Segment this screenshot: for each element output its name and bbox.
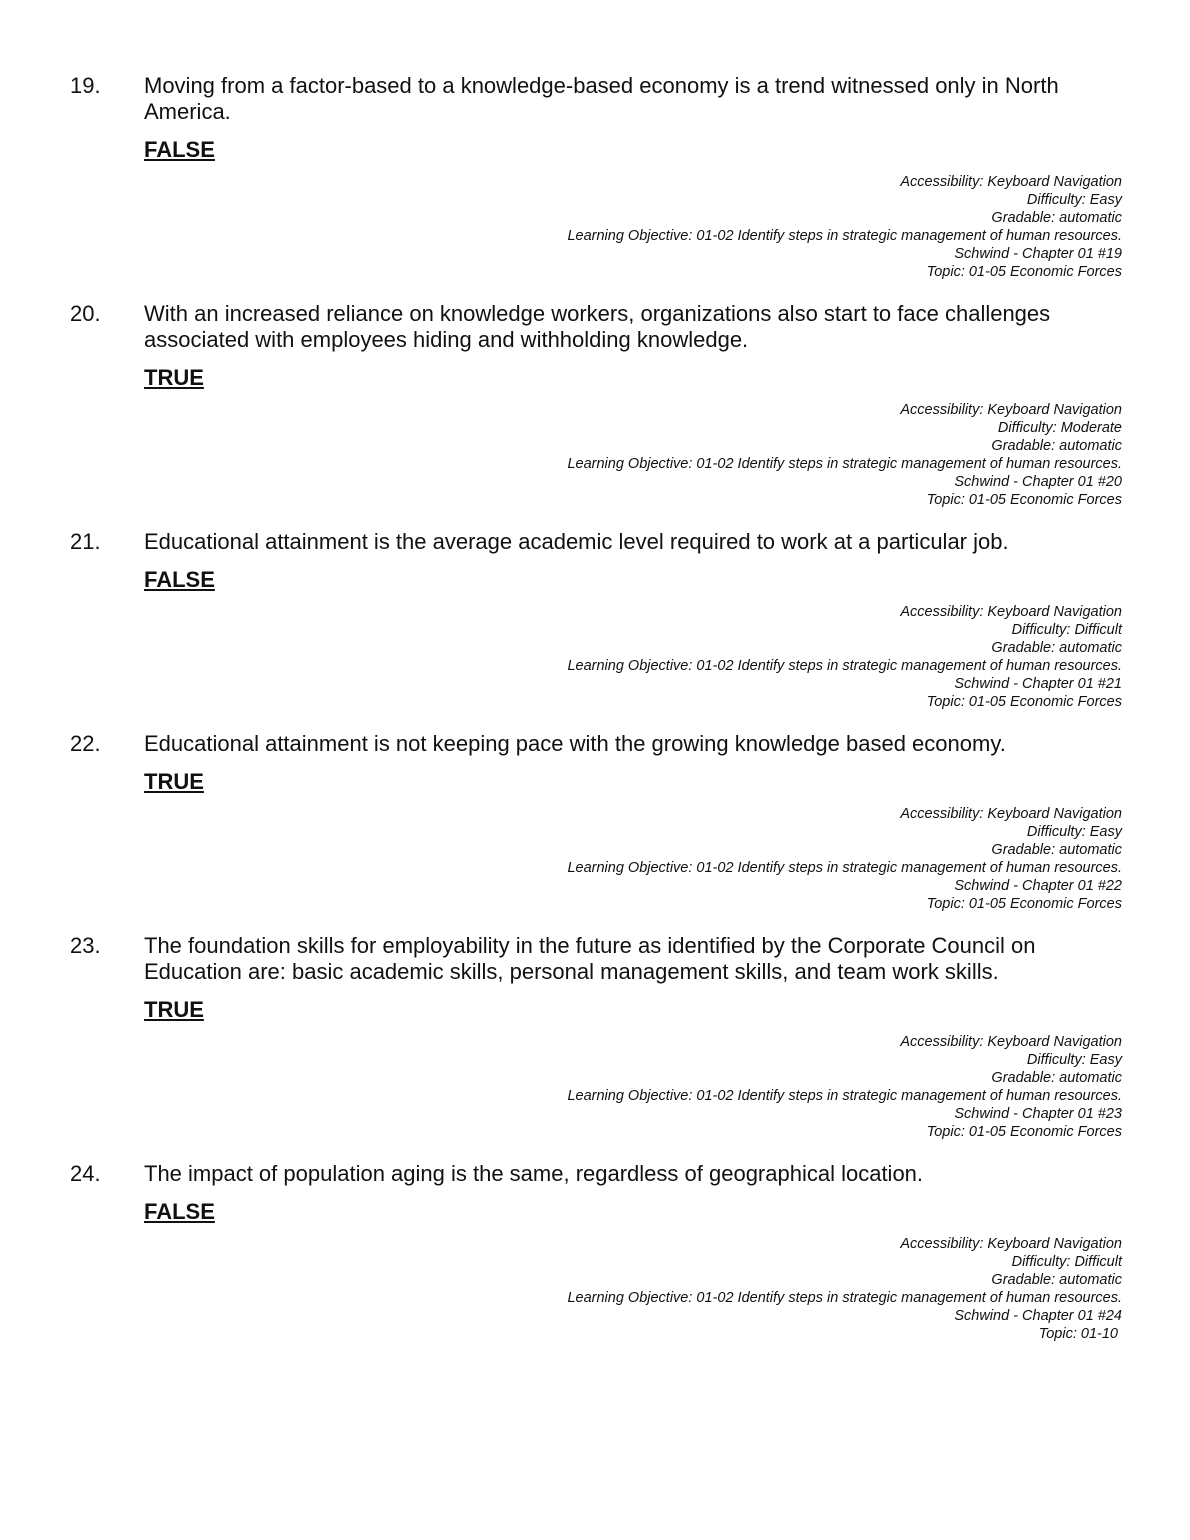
answer: TRUE [144,997,204,1022]
difficulty-tag: Difficulty: Moderate [997,420,1122,436]
accessibility-tag: Accessibility: Keyboard Navigation [900,1034,1122,1050]
accessibility-tag: Accessibility: Keyboard Navigation [900,806,1122,822]
topic-tag: Topic: 01-05 Economic Forces [926,492,1122,508]
question-19 [70,73,1122,281]
source-tag: Schwind - Chapter 01 #21 [954,676,1122,692]
question-number: 23. [70,933,101,958]
answer: FALSE [144,137,215,162]
accessibility-tag: Accessibility: Keyboard Navigation [900,174,1122,190]
gradable-tag: Gradable: automatic [991,1272,1122,1288]
learning-objective-tag: Learning Objective: 01-02 Identify steps in strategic management of human resources. [567,456,1122,472]
topic-tag: Topic: 01-10 [1038,1326,1118,1342]
source-tag: Schwind - Chapter 01 #24 [954,1308,1122,1324]
difficulty-tag: Difficulty: Easy [1026,824,1122,840]
gradable-tag: Gradable: automatic [991,438,1122,454]
accessibility-tag: Accessibility: Keyboard Navigation [900,1236,1122,1252]
source-tag: Schwind - Chapter 01 #19 [954,246,1122,262]
answer: TRUE [144,769,204,794]
source-tag: Schwind - Chapter 01 #20 [954,474,1122,490]
learning-objective-tag: Learning Objective: 01-02 Identify steps in strategic management of human resources. [567,860,1122,876]
question-number: 24. [70,1161,101,1186]
question-text: With an increased reliance on knowledge workers, organizations also start to face challenges associated with employees hiding and withholding knowledge. [144,301,1051,352]
gradable-tag: Gradable: automatic [991,842,1122,858]
difficulty-tag: Difficulty: Easy [1026,192,1122,208]
question-number: 22. [70,731,101,756]
question-metadata [70,1033,1122,1141]
question-metadata [70,401,1122,509]
difficulty-tag: Difficulty: Difficult [1011,1254,1122,1270]
difficulty-tag: Difficulty: Difficult [1011,622,1122,638]
question-text: The foundation skills for employability in the future as identified by the Corporate Council on Education are: basic academic skills, personal management skills, and team work skills. [144,933,1036,984]
gradable-tag: Gradable: automatic [991,640,1122,656]
learning-objective-tag: Learning Objective: 01-02 Identify steps in strategic management of human resources. [567,658,1122,674]
question-metadata [70,173,1122,281]
topic-tag: Topic: 01-05 Economic Forces [926,694,1122,710]
answer: FALSE [144,567,215,592]
answer: TRUE [144,365,204,390]
accessibility-tag: Accessibility: Keyboard Navigation [900,402,1122,418]
question-23 [70,933,1122,1141]
question-metadata [70,603,1122,711]
question-20 [70,301,1122,509]
accessibility-tag: Accessibility: Keyboard Navigation [900,604,1122,620]
question-metadata [70,1235,1122,1343]
question-text: Educational attainment is not keeping pace with the growing knowledge based economy. [144,731,1006,756]
difficulty-tag: Difficulty: Easy [1026,1052,1122,1068]
learning-objective-tag: Learning Objective: 01-02 Identify steps in strategic management of human resources. [567,1088,1122,1104]
question-22 [70,731,1122,913]
question-24 [70,1161,1122,1343]
question-text: The impact of population aging is the same, regardless of geographical location. [144,1161,924,1186]
question-number: 19. [70,73,101,98]
question-text: Educational attainment is the average academic level required to work at a particular job. [144,529,1009,554]
question-metadata [70,805,1122,913]
topic-tag: Topic: 01-05 Economic Forces [926,896,1122,912]
learning-objective-tag: Learning Objective: 01-02 Identify steps in strategic management of human resources. [567,1290,1122,1306]
question-number: 20. [70,301,101,326]
source-tag: Schwind - Chapter 01 #23 [954,1106,1122,1122]
gradable-tag: Gradable: automatic [991,210,1122,226]
question-text: Moving from a factor-based to a knowledge-based economy is a trend witnessed only in North America. [144,73,1059,124]
learning-objective-tag: Learning Objective: 01-02 Identify steps in strategic management of human resources. [567,228,1122,244]
question-21 [70,529,1122,711]
topic-tag: Topic: 01-05 Economic Forces [926,1124,1122,1140]
source-tag: Schwind - Chapter 01 #22 [954,878,1122,894]
answer: FALSE [144,1199,215,1224]
topic-tag: Topic: 01-05 Economic Forces [926,264,1122,280]
question-number: 21. [70,529,101,554]
gradable-tag: Gradable: automatic [991,1070,1122,1086]
